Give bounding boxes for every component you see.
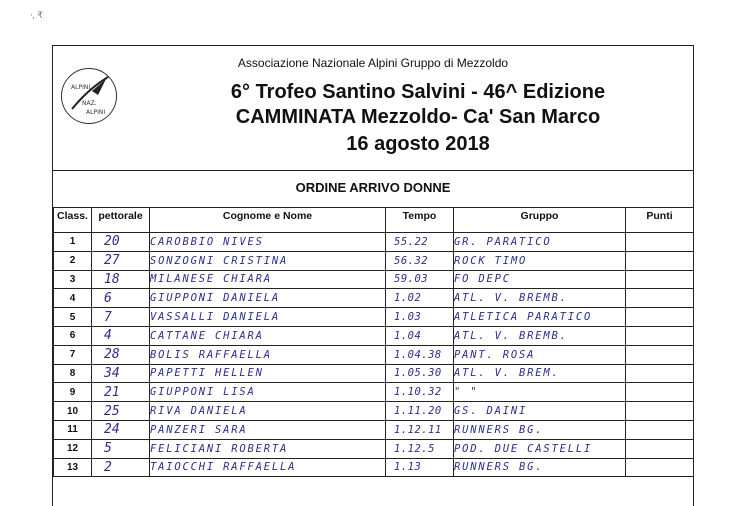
row-class: 1	[54, 233, 92, 252]
table-row	[54, 345, 694, 364]
row-time: 56.32	[386, 251, 454, 270]
row-name: TAIOCCHI RAFFAELLA	[150, 458, 386, 477]
row-time: 55.22	[386, 233, 454, 252]
table-row	[54, 326, 694, 345]
row-bib: 25	[92, 402, 150, 421]
row-group: RUNNERS BG.	[454, 458, 626, 477]
row-group: ATL. V. BREMB.	[454, 326, 626, 345]
row-group: GR. PARATICO	[454, 233, 626, 252]
row-points	[626, 439, 694, 458]
row-bib: 4	[92, 326, 150, 345]
row-name: BOLIS RAFFAELLA	[150, 345, 386, 364]
row-bib: 34	[92, 364, 150, 383]
row-class: 6	[54, 326, 92, 345]
row-name: PANZERI SARA	[150, 420, 386, 439]
svg-text:ALPINI: ALPINI	[86, 109, 106, 116]
row-points	[626, 308, 694, 327]
row-points	[626, 420, 694, 439]
table-row	[54, 383, 694, 402]
row-name: GIUPPONI DANIELA	[150, 289, 386, 308]
col-header-name: Cognome e Nome	[150, 208, 386, 233]
row-name: RIVA DANIELA	[150, 402, 386, 421]
row-group: GS. DAINI	[454, 402, 626, 421]
row-time: 59.03	[386, 270, 454, 289]
row-bib: 2	[92, 458, 150, 477]
row-group: RUNNERS BG.	[454, 420, 626, 439]
ana-logo	[61, 68, 117, 124]
row-time: 1.12.5	[386, 439, 454, 458]
event-title: 6° Trofeo Santino Salvini - 46^ Edizione	[230, 81, 606, 103]
row-name: CATTANE CHIARA	[150, 326, 386, 345]
row-name: CAROBBIO NIVES	[150, 233, 386, 252]
row-name: SONZOGNI CRISTINA	[150, 251, 386, 270]
row-bib: 24	[92, 420, 150, 439]
table-row	[54, 420, 694, 439]
table-row	[54, 458, 694, 477]
col-header-class: Class.	[54, 208, 92, 233]
row-bib: 21	[92, 383, 150, 402]
row-points	[626, 233, 694, 252]
row-points	[626, 364, 694, 383]
row-group: " "	[454, 383, 626, 402]
svg-text:NAZ.: NAZ.	[82, 100, 97, 107]
row-name: MILANESE CHIARA	[150, 270, 386, 289]
row-class: 10	[54, 402, 92, 421]
row-class: 4	[54, 289, 92, 308]
table-row	[54, 270, 694, 289]
row-name: FELICIANI ROBERTA	[150, 439, 386, 458]
row-class: 9	[54, 383, 92, 402]
row-time: 1.13	[386, 458, 454, 477]
row-class: 12	[54, 439, 92, 458]
row-bib: 7	[92, 308, 150, 327]
row-bib: 6	[92, 289, 150, 308]
event-date: 16 agosto 2018	[346, 133, 490, 155]
row-class: 5	[54, 308, 92, 327]
event-subtitle: CAMMINATA Mezzoldo- Ca' San Marco	[235, 106, 601, 128]
row-points	[626, 251, 694, 270]
row-points	[626, 458, 694, 477]
table-row	[54, 289, 694, 308]
row-time: 1.02	[386, 289, 454, 308]
svg-text:ALPINI: ALPINI	[71, 84, 91, 91]
table-row	[54, 233, 694, 252]
row-name: VASSALLI DANIELA	[150, 308, 386, 327]
row-bib: 28	[92, 345, 150, 364]
table-row	[54, 439, 694, 458]
row-points	[626, 402, 694, 421]
row-group: ATL. V. BREM.	[454, 364, 626, 383]
table-row	[54, 364, 694, 383]
header-divider	[53, 170, 693, 171]
row-points	[626, 326, 694, 345]
association-name: Associazione Nazionale Alpini Gruppo di Mezzoldo	[237, 56, 509, 70]
row-name: PAPETTI HELLEN	[150, 364, 386, 383]
row-group: ROCK TIMO	[454, 251, 626, 270]
results-sheet	[52, 45, 694, 506]
row-class: 2	[54, 251, 92, 270]
row-name: GIUPPONI LISA	[150, 383, 386, 402]
row-group: ATL. V. BREMB.	[454, 289, 626, 308]
table-row	[54, 402, 694, 421]
table-header-row	[54, 208, 694, 233]
col-header-bib: pettorale	[92, 208, 150, 233]
col-header-time: Tempo	[386, 208, 454, 233]
row-time: 1.04	[386, 326, 454, 345]
row-time: 1.03	[386, 308, 454, 327]
row-group: POD. DUE CASTELLI	[454, 439, 626, 458]
col-header-group: Gruppo	[454, 208, 626, 233]
row-group: ATLETICA PARATICO	[454, 308, 626, 327]
row-bib: 20	[92, 233, 150, 252]
row-class: 13	[54, 458, 92, 477]
row-time: 1.05.30	[386, 364, 454, 383]
results-table	[53, 207, 694, 477]
row-class: 11	[54, 420, 92, 439]
scan-mark: ۥ, ₹	[30, 10, 43, 20]
row-time: 1.12.11	[386, 420, 454, 439]
row-points	[626, 345, 694, 364]
row-class: 8	[54, 364, 92, 383]
row-points	[626, 383, 694, 402]
row-class: 3	[54, 270, 92, 289]
row-group: FO DEPC	[454, 270, 626, 289]
row-group: PANT. ROSA	[454, 345, 626, 364]
row-class: 7	[54, 345, 92, 364]
table-row	[54, 308, 694, 327]
row-bib: 5	[92, 439, 150, 458]
row-bib: 27	[92, 251, 150, 270]
table-row	[54, 251, 694, 270]
row-time: 1.10.32	[386, 383, 454, 402]
col-header-points: Punti	[626, 208, 694, 233]
row-bib: 18	[92, 270, 150, 289]
row-time: 1.11.20	[386, 402, 454, 421]
row-points	[626, 270, 694, 289]
row-time: 1.04.38	[386, 345, 454, 364]
section-title: ORDINE ARRIVO DONNE	[295, 180, 451, 195]
row-points	[626, 289, 694, 308]
